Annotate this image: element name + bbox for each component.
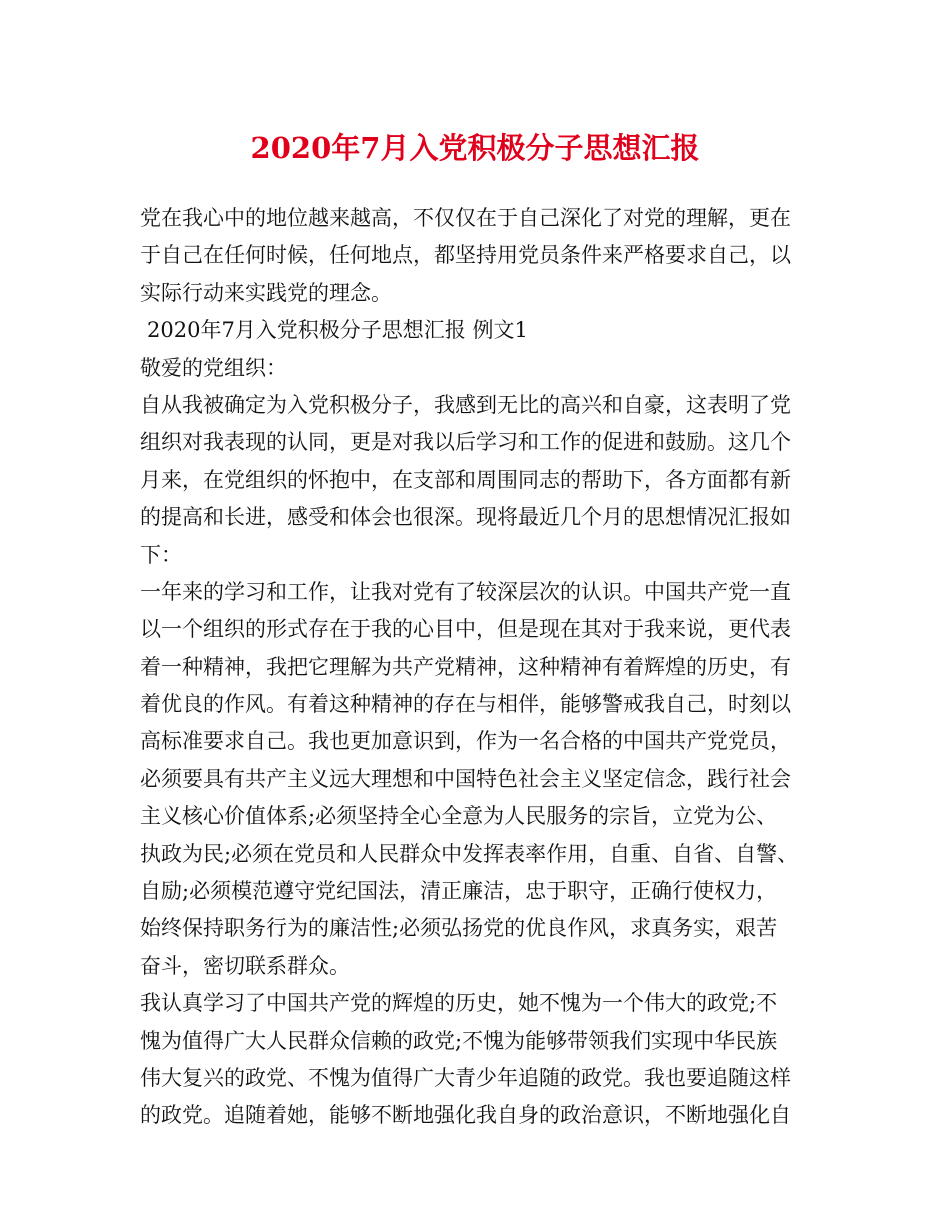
paragraph-line: 高标准要求自己。我也更加意识到，作为一名合格的中国共产党党员，	[140, 729, 791, 754]
salutation: 敬爱的党组织：	[140, 355, 287, 380]
paragraph-line: 伟大复兴的政党、不愧为值得广大青少年追随的政党。我也要追随这样	[140, 1065, 791, 1090]
paragraph-line: 以一个组织的形式存在于我的心目中，但是现在其对于我来说，更代表	[140, 617, 791, 642]
paragraph-line: 愧为值得广大人民群众信赖的政党;不愧为能够带领我们实现中华民族	[140, 1028, 778, 1053]
paragraph-line: 月来，在党组织的怀抱中，在支部和周围同志的帮助下，各方面都有新	[140, 467, 791, 492]
document-body	[140, 200, 830, 1135]
paragraph-line: 组织对我表现的认同，更是对我以后学习和工作的促进和鼓励。这几个	[140, 430, 791, 455]
example-heading: 2020年7月入党积极分子思想汇报 例文1	[147, 318, 528, 343]
paragraph-line: 始终保持职务行为的廉洁性;必须弘扬党的优良作风，求真务实，艰苦	[140, 916, 778, 941]
paragraph-line: 我认真学习了中国共产党的辉煌的历史，她不愧为一个伟大的政党;不	[140, 991, 778, 1016]
paragraph-line: 下：	[140, 542, 182, 567]
paragraph-line: 于自己在任何时候，任何地点，都坚持用党员条件来严格要求自己，以	[140, 243, 791, 268]
document-title: 2020年7月入党积极分子思想汇报	[250, 131, 700, 165]
paragraph-line: 着一种精神，我把它理解为共产党精神，这种精神有着辉煌的历史，有	[140, 654, 791, 679]
paragraph-line: 自励;必须模范遵守党纪国法，清正廉洁，忠于职守，正确行使权力，	[140, 879, 778, 904]
paragraph-line: 党在我心中的地位越来越高，不仅仅在于自己深化了对党的理解，更在	[140, 206, 791, 230]
paragraph-line: 实际行动来实践党的理念。	[140, 280, 392, 305]
paragraph-line: 着优良的作风。有着这种精神的存在与相伴，能够警戒我自己，时刻以	[140, 692, 791, 717]
paragraph-line: 自从我被确定为入党积极分子，我感到无比的高兴和自豪，这表明了党	[140, 392, 791, 417]
paragraph-line: 的提高和长进，感受和体会也很深。现将最近几个月的思想情况汇报如	[140, 505, 791, 530]
paragraph-line: 主义核心价值体系;必须坚持全心全意为人民服务的宗旨，立党为公、	[140, 804, 778, 829]
paragraph-line: 奋斗，密切联系群众。	[140, 953, 350, 978]
paragraph-line: 执政为民;必须在党员和人民群众中发挥表率作用，自重、自省、自警、	[140, 841, 799, 866]
paragraph-line: 的政党。追随着她，能够不断地强化我自身的政治意识，不断地强化自	[140, 1103, 791, 1128]
paragraph-line: 一年来的学习和工作，让我对党有了较深层次的认识。中国共产党一直	[140, 579, 791, 604]
paragraph-line: 必须要具有共产主义远大理想和中国特色社会主义坚定信念，践行社会	[140, 766, 791, 791]
